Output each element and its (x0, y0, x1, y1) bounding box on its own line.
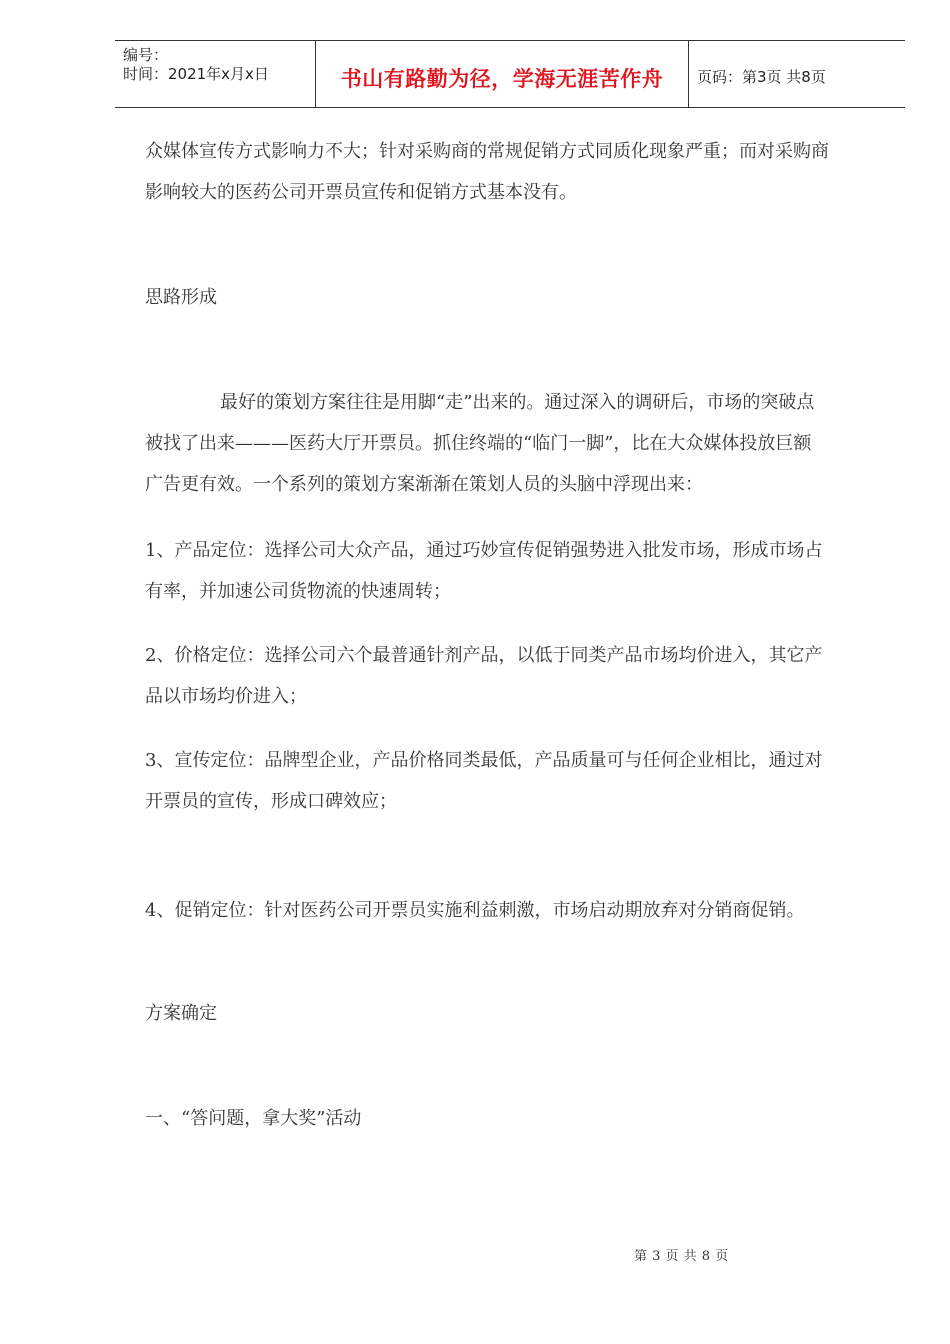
motto-text: 书山有路勤为径，学海无涯苦作舟 (340, 67, 664, 91)
page-header (115, 40, 905, 108)
heading-plan: 方案确定 (145, 1003, 217, 1024)
strategy-line: 被找了出来———医药大厅开票员。抓住终端的“临门一脚”，比在大众媒体投放巨额 (145, 433, 812, 454)
list-item-promotion (145, 890, 875, 931)
strategy-line: 广告更有效。一个系列的策划方案渐渐在策划人员的头脑中浮现出来： (145, 474, 703, 495)
strategy-line: 最好的策划方案往往是用脚“走”出来的。通过深入的调研后，市场的突破点 (220, 392, 815, 413)
intro-paragraph (145, 131, 875, 213)
serial-number-label: 编号： (123, 46, 169, 64)
list-item-publicity (145, 740, 875, 822)
intro-line: 众媒体宣传方式影响力不大；针对采购商的常规促销方式同质化现象严重；而对采购商 (145, 141, 829, 162)
page-footer: 第 3 页 共 8 页 (634, 1249, 729, 1264)
list-item-line: 品以市场均价进入； (145, 686, 307, 707)
list-item-product (145, 530, 875, 612)
list-item-line: 3、宣传定位：品牌型企业，产品价格同类最低，产品质量可与任何企业相比，通过对 (145, 750, 823, 771)
header-motto-cell (316, 41, 689, 107)
list-item-line: 有率，并加速公司货物流的快速周转； (145, 581, 451, 602)
list-item-line: 1、产品定位：选择公司大众产品，通过巧妙宣传促销强势进入批发市场，形成市场占 (145, 540, 823, 561)
strategy-paragraph (145, 382, 875, 505)
list-item-line: 开票员的宣传，形成口碑效应； (145, 791, 397, 812)
header-page-info: 页码：第3页 共8页 (697, 68, 826, 86)
header-meta-cell (115, 41, 316, 107)
heading-idea: 思路形成 (145, 287, 217, 308)
intro-line: 影响较大的医药公司开票员宣传和促销方式基本没有。 (145, 182, 577, 203)
list-item-line: 4、促销定位：针对医药公司开票员实施利益刺激，市场启动期放弃对分销商促销。 (145, 900, 805, 921)
list-item-line: 2、价格定位：选择公司六个最普通针剂产品，以低于同类产品市场均价进入，其它产 (145, 645, 823, 666)
list-item-price (145, 635, 875, 717)
activity-title: 一、“答问题，拿大奖”活动 (145, 1108, 362, 1129)
header-page-cell (689, 41, 905, 107)
date-line: 时间：2021年x月x日 (123, 65, 269, 83)
